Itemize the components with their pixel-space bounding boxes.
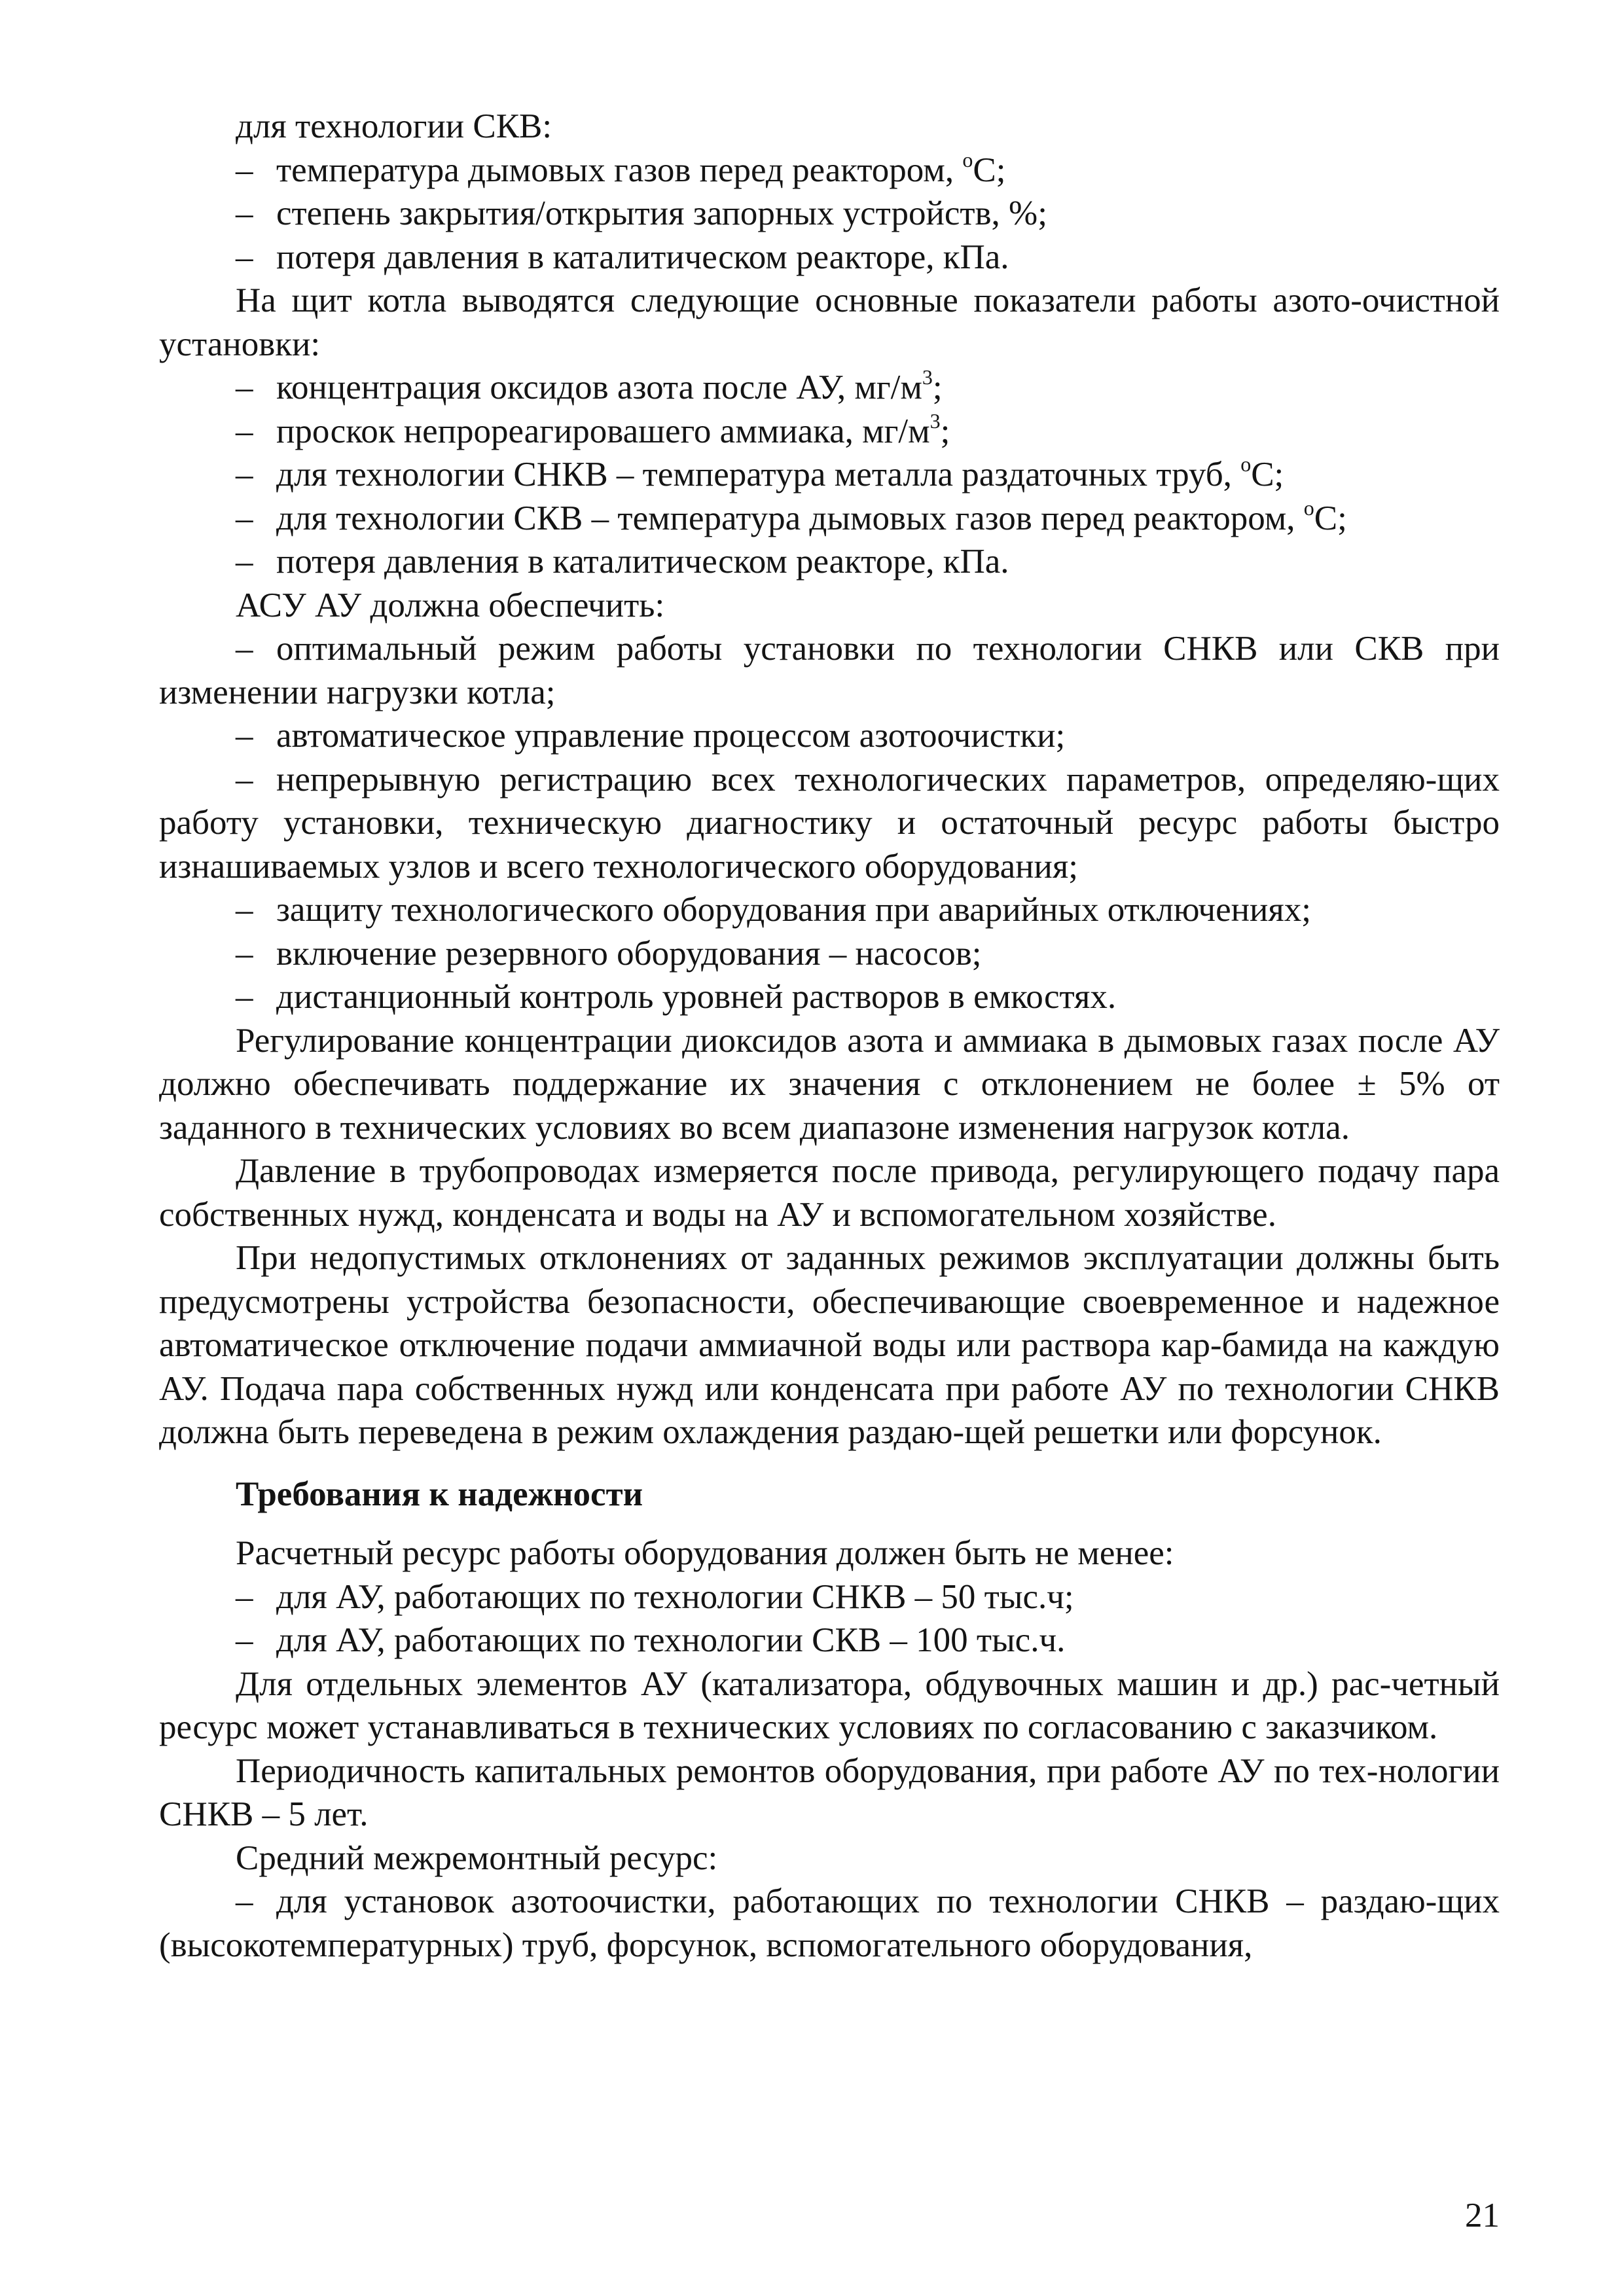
page-text bbox=[159, 105, 1500, 1967]
list-item: – потеря давления в каталитическом реакторе, кПа. bbox=[159, 540, 1500, 584]
list-dash: – bbox=[236, 978, 253, 1016]
list-dash: – bbox=[236, 412, 253, 450]
list-item: – автоматическое управление процессом азотоочистки; bbox=[159, 714, 1500, 758]
paragraph-intro: для технологии СКВ: bbox=[236, 107, 552, 145]
list-dash: – bbox=[236, 934, 253, 973]
list-item: – для технологии СКВ – температура дымовых газов перед реактором, $^o$С; bbox=[159, 497, 1500, 541]
cube-sign: 3 bbox=[922, 365, 933, 389]
paragraph: При недопустимых отклонениях от заданных режимов эксплуатации должны быть предусмотрены устройства безопасности, обеспечивающие своевременное и надежное автоматическое отключение подачи аммиачной воды или раствора кар-бамида на каждую АУ. Подача пара собственных нужд или конденсата при работе АУ по технологии СНКВ должна быть переведена в режим охлаждения раздаю-щей решетки или форсунок. bbox=[159, 1239, 1500, 1451]
list-dash: – bbox=[236, 760, 253, 798]
cube-sign: 3 bbox=[929, 408, 941, 433]
list-dash: – bbox=[236, 1577, 253, 1616]
list-item: – оптимальный режим работы установки по технологии СНКВ или СКВ при изменении нагрузки котла; bbox=[159, 627, 1500, 714]
section-heading: Требования к надежности bbox=[236, 1475, 643, 1513]
list-item: – для АУ, работающих по технологии СКВ – 100 тыс.ч. bbox=[159, 1619, 1500, 1662]
paragraph: Для отдельных элементов АУ (катализатора, обдувочных машин и др.) рас-четный ресурс может устанавливаться в технических условиях по согласованию с заказчиком. bbox=[159, 1664, 1500, 1746]
degree-sign: o bbox=[1240, 452, 1252, 476]
list-dash: – bbox=[236, 238, 253, 276]
paragraph: Регулирование концентрации диоксидов азота и аммиака в дымовых газах после АУ должно обеспечивать поддержание их значения с отклонением не более ± 5% от заданного в технических условиях во всем диапазоне изменения нагрузок котла. bbox=[159, 1021, 1500, 1147]
list-item: – для технологии СНКВ – температура металла раздаточных труб, $^o$С; bbox=[159, 453, 1500, 497]
degree-sign: o bbox=[962, 147, 973, 171]
list-dash: – bbox=[236, 368, 253, 406]
list-dash: – bbox=[236, 1882, 253, 1920]
list-dash: – bbox=[236, 717, 253, 755]
list-item: – потеря давления в каталитическом реакторе, кПа. bbox=[159, 236, 1500, 279]
list-item: – дистанционный контроль уровней растворов в емкостях. bbox=[159, 975, 1500, 1019]
paragraph: На щит котла выводятся следующие основные показатели работы азото-очистной установки: bbox=[159, 281, 1500, 363]
paragraph: АСУ АУ должна обеспечить: bbox=[236, 586, 665, 624]
list-dash: – bbox=[236, 151, 253, 189]
list-dash: – bbox=[236, 891, 253, 929]
paragraph: Периодичность капитальных ремонтов оборудования, при работе АУ по тех-нологии СНКВ – 5 лет. bbox=[159, 1751, 1500, 1833]
list-item: – степень закрытия/открытия запорных устройств, %; bbox=[159, 192, 1500, 236]
degree-sign: o bbox=[1303, 495, 1314, 520]
list-dash: – bbox=[236, 499, 253, 537]
list-item: – проскок непрореагировашего аммиака, $мг/м^3$; bbox=[159, 410, 1500, 454]
list-dash: – bbox=[236, 630, 253, 668]
list-dash: – bbox=[236, 1621, 253, 1659]
list-dash: – bbox=[236, 194, 253, 232]
list-item: – для установок азотоочистки, работающих по технологии СНКВ – раздаю-щих (высокотемпературных) труб, форсунок, вспомогательного оборудования, bbox=[159, 1880, 1500, 1967]
paragraph: Давление в трубопроводах измеряется после привода, регулирующего подачу пара собственных нужд, конденсата и воды на АУ и вспомогательном хозяйстве. bbox=[159, 1152, 1500, 1234]
list-item: – для АУ, работающих по технологии СНКВ – 50 тыс.ч; bbox=[159, 1575, 1500, 1619]
paragraph: Расчетный ресурс работы оборудования должен быть не менее: bbox=[236, 1534, 1174, 1572]
page-number: 21 bbox=[1465, 2197, 1500, 2234]
list-item: – непрерывную регистрацию всех технологических параметров, определяю-щих работу установки, техническую диагностику и остаточный ресурс работы быстро изнашиваемых узлов и всего технологического оборудования; bbox=[159, 758, 1500, 889]
list-dash: – bbox=[236, 456, 253, 493]
list-item: – защиту технологического оборудования при аварийных отключениях; bbox=[159, 888, 1500, 932]
list-item: – температура дымовых газов перед реактором, $^o$С; bbox=[159, 149, 1500, 192]
list-item: – включение резервного оборудования – насосов; bbox=[159, 932, 1500, 976]
paragraph: Средний межремонтный ресурс: bbox=[236, 1839, 718, 1877]
list-dash: – bbox=[236, 543, 253, 581]
list-item: – концентрация оксидов азота после АУ, $мг/м^3$; bbox=[159, 366, 1500, 410]
